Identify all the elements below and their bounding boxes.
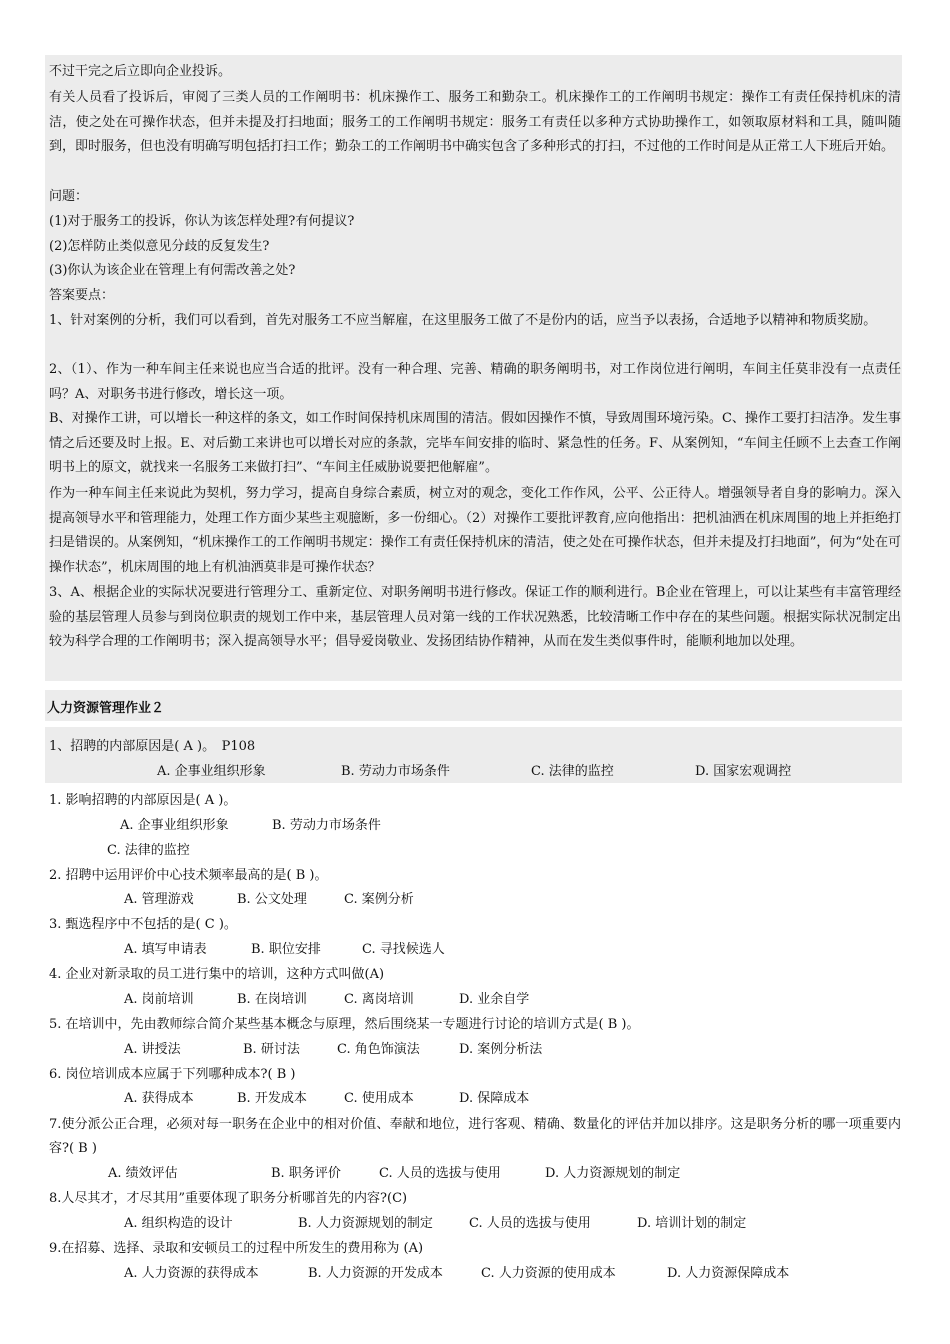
question-option: D. 培训计划的制定 [637, 1216, 747, 1231]
question-option: C. 使用成本 [344, 1091, 414, 1106]
question-option: A. 讲授法 [124, 1042, 181, 1057]
question-option: B. 职位安排 [251, 942, 321, 957]
question-option: D. 人力资源保障成本 [667, 1266, 790, 1281]
question-stem: 6. 岗位培训成本应属于下列哪种成本?( B ) [49, 1067, 296, 1082]
question-option: A. 组织构造的设计 [124, 1216, 233, 1231]
section-title: 人力资源管理作业２ [47, 701, 165, 716]
question-option: C. 法律的监控 [531, 764, 614, 779]
question-option: A. 填写申请表 [124, 942, 207, 957]
question-option: A. 企事业组织形象 [157, 764, 266, 779]
question-option: B. 开发成本 [237, 1091, 307, 1106]
question-stem: 3. 甄选程序中不包括的是( C )。 [49, 917, 237, 932]
question-option: A. 人力资源的获得成本 [124, 1266, 259, 1281]
answer-paragraph: 1、针对案例的分析，我们可以看到，首先对服务工不应当解雇，在这里服务工做了不是份内的话，应当予以表扬，合适地予以精神和物质奖励。 [49, 313, 877, 328]
question-option: C. 人员的选拔与使用 [469, 1216, 591, 1231]
answer-paragraph: 2、（1）、作为一种车间主任来说也应当合适的批评。没有一种合理、完善、精确的职务阐明书，对工作岗位进行阐明，车间主任莫非没有一点责任吗？A、对职务书进行修改，增长这一项。 [49, 362, 901, 402]
case-question: (2)怎样防止类似意见分歧的反复发生? [49, 239, 270, 254]
question-option: A. 岗前培训 [124, 992, 194, 1007]
question-option: B. 公文处理 [237, 892, 307, 907]
question-stem: 4. 企业对新录取的员工进行集中的培训，这种方式叫做(A) [49, 967, 385, 982]
question-stem: 2. 招聘中运用评价中心技术频率最高的是( B )。 [49, 868, 328, 883]
question-option: C. 人员的选拔与使用 [379, 1166, 501, 1181]
case-paragraph: 有关人员看了投诉后，审阅了三类人员的工作阐明书：机床操作工、服务工和勤杂工。机床操作工的工作阐明书规定：操作工有责任保持机床的清洁，使之处在可操作状态，但并未提及打扫地面；服务工的工作阐明书规定：服务工有责任以多种方式协助操作工，如领取原材料和工具，随叫随到，即时服务，但也没有明确写明包括打扫工作；勤杂工的工作阐明书中确实包含了多种形式的打扫，不过他的工作时间是从正常工人下班后开始。 [49, 90, 901, 155]
question-option: C. 人力资源的使用成本 [481, 1266, 616, 1281]
question-stem: 1. 影响招聘的内部原因是( A )。 [49, 793, 237, 808]
question-option: A. 管理游戏 [124, 892, 194, 907]
question-option: C. 案例分析 [344, 892, 414, 907]
question-option: D. 人力资源规划的制定 [545, 1166, 681, 1181]
question-option: C. 寻找候选人 [362, 942, 445, 957]
question-stem: 8.人尽其才，才尽其用”重要体现了职务分析哪首先的内容?(C) [49, 1191, 408, 1206]
question-option: B. 人力资源规划的制定 [298, 1216, 433, 1231]
question-option: D. 案例分析法 [459, 1042, 543, 1057]
question-option: A. 获得成本 [124, 1091, 194, 1106]
case-question-label: 问题： [49, 189, 89, 204]
section-title-bar [45, 690, 902, 721]
question-stem: 5. 在培训中，先由教师综合简介某些基本概念与原理，然后围绕某一专题进行讨论的培训方式是( B )。 [49, 1017, 640, 1032]
question-option: A. 绩效评估 [108, 1166, 178, 1181]
question-option: B. 劳动力市场条件 [272, 818, 381, 833]
question-option: C. 离岗培训 [344, 992, 414, 1007]
answer-paragraph: 3、A、根据企业的实际状况要进行管理分工、重新定位、对职务阐明书进行修改。保证工作的顺利进行。B企业在管理上，可以让某些有丰富管理经验的基层管理人员参与到岗位职责的规划工作中来，基层管理人员对第一线的工作状况熟悉，比较清晰工作中存在的某些问题。根据实际状况制定出较为科学合理的工作阐明书；深入提高领导水平；倡导爱岗敬业、发扬团结协作精神，从而在发生类似事件时，能顺利地加以处理。 [49, 585, 901, 650]
question-option: C. 法律的监控 [107, 843, 190, 858]
answer-paragraph: B、对操作工讲，可以增长一种这样的条文，如工作时间保持机床周围的清洁。假如因操作不慎，导致周围环境污染。C、操作工要打扫洁净。发生事情之后还要及时上报。E、对后勤工来讲也可以增长对应的条款，完毕车间安排的临时、紧急性的任务。F、从案例知，“车间主任顾不上去查工作阐明书上的原文，就找来一名服务工来做打扫”、“车间主任威胁说要把他解雇”。 [49, 411, 901, 476]
answer-label: 答案要点： [49, 288, 115, 303]
case-paragraph: 不过干完之后立即向企业投诉。 [49, 64, 232, 79]
question-option: B. 劳动力市场条件 [341, 764, 450, 779]
case-question: (1)对于服务工的投诉，你认为该怎样处理?有何提议? [49, 214, 355, 229]
question-option: B. 在岗培训 [237, 992, 307, 1007]
question-option: B. 职务评价 [271, 1166, 341, 1181]
question-option: B. 研讨法 [243, 1042, 300, 1057]
question-stem: 9.在招募、选择、录取和安顿员工的过程中所发生的费用称为 (A) [49, 1241, 424, 1256]
answer-paragraph: 作为一种车间主任来说此为契机，努力学习，提高自身综合素质，树立对的观念，变化工作作风，公平、公正待人。增强领导者自身的影响力。深入提高领导水平和管理能力，处理工作方面少某些主观臆断，多一份细心。（2）对操作工要批评教育,应向他指出：把机油洒在机床周围的地上并拒绝打扫是错误的。从案例知，“机床操作工的工作阐明书规定：操作工有责任保持机床的清洁，使之处在可操作状态，但并未提及打扫地面”，何为“处在可操作状态”，机床周围的地上有机油洒莫非是可操作状态？ [49, 486, 901, 575]
question-option: D. 业余自学 [459, 992, 530, 1007]
question-option: B. 人力资源的开发成本 [308, 1266, 443, 1281]
case-question: (3)你认为该企业在管理上有何需改善之处? [49, 263, 296, 278]
question-option: C. 角色饰演法 [337, 1042, 420, 1057]
question-option: A. 企事业组织形象 [120, 818, 229, 833]
question-option: D. 国家宏观调控 [695, 764, 792, 779]
question-stem: 7.使分派公正合理，必须对每一职务在企业中的相对价值、奉献和地位，进行客观、精确、数量化的评估并加以排序。这是职务分析的哪一项重要内容?( B ) [49, 1117, 901, 1156]
question-stem: 1、招聘的内部原因是( A )。 P108 [49, 739, 256, 754]
question-option: D. 保障成本 [459, 1091, 530, 1106]
